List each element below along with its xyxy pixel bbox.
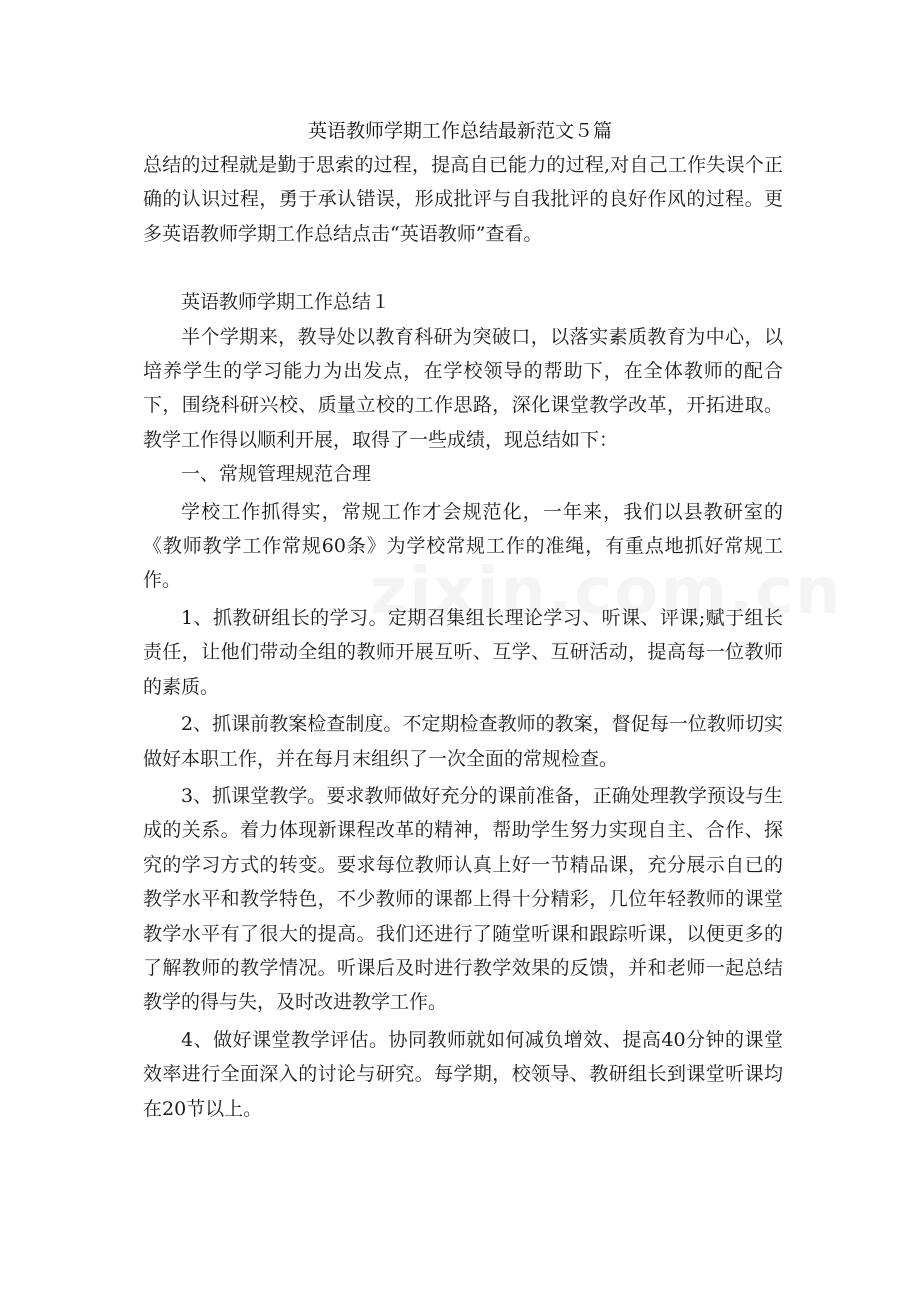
paragraph-routine-work: 学校工作抓得实，常规工作才会规范化，一年来，我们以县教研室的《教师教学工作常规60条》为学校常规工作的准绳，有重点地抓好常规工作。 xyxy=(143,500,783,592)
paragraph-item-4: 4、做好课堂教学评估。协同教师就如何减负增效、提高40分钟的课堂效率进行全面深入的讨论与研究。每学期，校领导、教研组长到课堂听课均在20节以上。 xyxy=(143,1028,783,1120)
paragraph-overview: 半个学期来，教导处以教育科研为突破口，以落实素质教育为中心，以培养学生的学习能力为出发点，在学校领导的帮助下，在全体教师的配合下，围绕科研兴校、质量立校的工作思路，深化课堂教学改革，开拓进取。教学工作得以顺利开展，取得了一些成绩，现总结如下： xyxy=(143,325,783,451)
section-heading: 英语教师学期工作总结１ xyxy=(181,291,391,314)
paragraph-item-2: 2、抓课前教案检查制度。不定期检查教师的教案，督促每一位教师切实做好本职工作，并在每月末组织了一次全面的常规检查。 xyxy=(143,713,783,770)
intro-paragraph: 总结的过程就是勤于思索的过程，提高自已能力的过程,对自己工作失误个正确的认识过程，勇于承认错误，形成批评与自我批评的良好作风的过程。更多英语教师学期工作总结点击“英语教师”查看。 xyxy=(143,154,783,245)
document-title: 英语教师学期工作总结最新范文５篇 xyxy=(307,120,612,142)
paragraph-item-3: 3、抓课堂教学。要求教师做好充分的课前准备，正确处理教学预设与生成的关系。着力体现新课程改革的精神，帮助学生努力实现自主、合作、探究的学习方式的转变。要求每位教师认真上好一节精品课，充分展示自已的教学水平和教学特色，不少教师的课都上得十分精彩，几位年轻教师的课堂教学水平有了很大的提高。我们还进行了随堂听课和跟踪听课，以便更多的了解教师的教学情况。听课后及时进行教学效果的反馈，并和老师一起总结教学的得与失，及时改进教学工作。 xyxy=(143,784,783,1014)
document-body xyxy=(143,148,783,1126)
paragraph-gap xyxy=(143,251,783,285)
paragraph-item-1: 1、抓教研组长的学习。定期召集组长理论学习、听课、评课;赋于组长责任，让他们带动全组的教师开展互听、互学、互研活动，提高每一位教师的素质。 xyxy=(143,606,783,698)
subheading-routine-management: 一、常规管理规范合理 xyxy=(181,463,372,486)
